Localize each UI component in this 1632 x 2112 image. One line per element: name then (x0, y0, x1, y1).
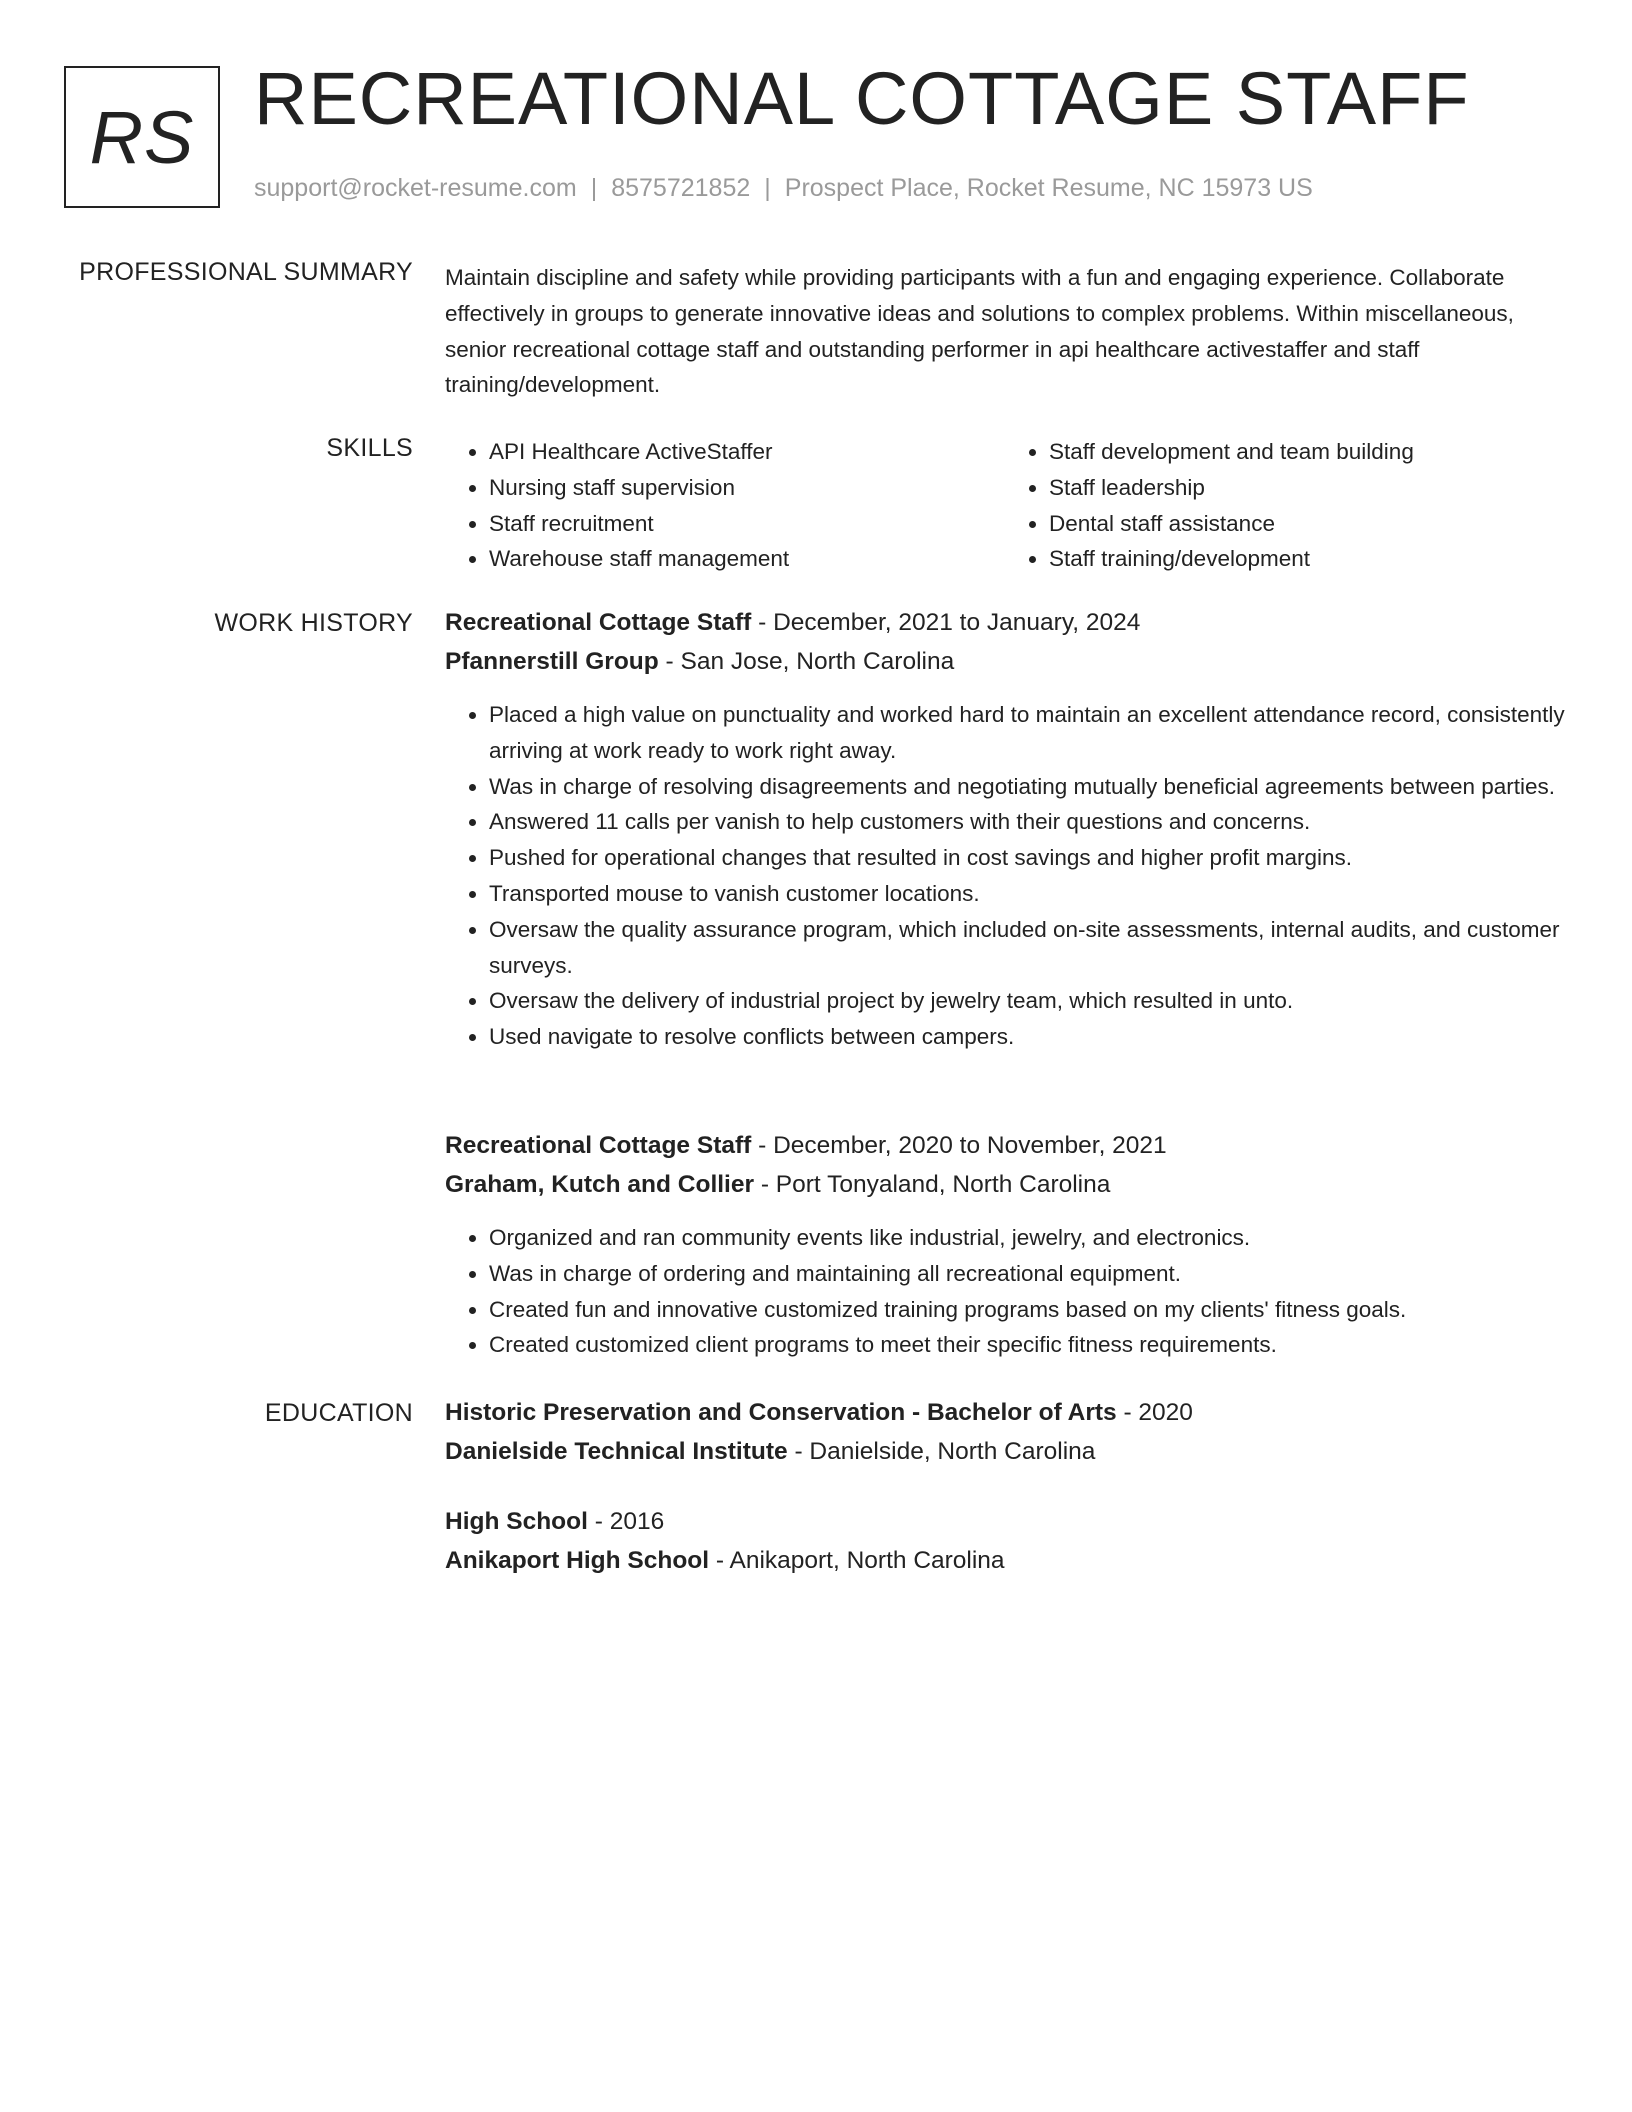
skill-item: • API Healthcare ActiveStaffer (489, 434, 1005, 470)
job-bullet: • Transported mouse to vanish customer locations. (489, 876, 1565, 912)
skills-grid (445, 434, 1565, 577)
monogram-box (64, 66, 220, 208)
edu-location: - Anikaport, North Carolina (709, 1547, 1005, 1574)
job-role: Recreational Cottage Staff (445, 1132, 752, 1159)
job-bullet: • Used navigate to resolve conflicts between campers. (489, 1019, 1565, 1055)
section-title-education: EDUCATION (264, 1399, 413, 1427)
section-title-work: WORK HISTORY (214, 609, 413, 637)
edu-title-line (445, 1396, 1565, 1430)
edu-school-line (445, 1435, 1565, 1469)
skill-item: • Staff recruitment (489, 506, 1005, 542)
education-body-2 (445, 1505, 1565, 1578)
job-bullet: • Created fun and innovative customized training programs based on my clients' fitness goals. (489, 1292, 1565, 1328)
contact-phone: 8575721852 (611, 174, 751, 202)
skill-item: • Nursing staff supervision (489, 470, 1005, 506)
edu-school-line (445, 1544, 1565, 1578)
skill-item: • Dental staff assistance (1049, 506, 1565, 542)
job-bullet: • Created customized client programs to meet their specific fitness requirements. (489, 1327, 1565, 1363)
job-role: Recreational Cottage Staff (445, 609, 752, 636)
edu-year: - 2016 (587, 1508, 665, 1535)
skills-list-right (1005, 434, 1565, 577)
job-bullets (445, 697, 1565, 1055)
contact-line (254, 174, 1313, 203)
section-title-summary: PROFESSIONAL SUMMARY (79, 258, 413, 286)
job-location: - Port Tonyaland, North Carolina (754, 1171, 1111, 1198)
skill-item: • Staff training/development (1049, 541, 1565, 577)
job-bullet: • Oversaw the quality assurance program, which included on-site assessments, internal audits, and customer surveys. (489, 912, 1565, 984)
job-bullet: • Placed a high value on punctuality and worked hard to maintain an excellent attendance record, consistently arriving at work ready to work right away. (489, 697, 1565, 769)
contact-separator: | (590, 174, 598, 202)
edu-degree: High School (445, 1508, 588, 1535)
edu-location: - Danielside, North Carolina (787, 1438, 1096, 1465)
candidate-name: RECREATIONAL COTTAGE STAFF (254, 57, 1470, 140)
education-entry (445, 1396, 1565, 1469)
education-entry (445, 1505, 1565, 1578)
job-bullet: • Answered 11 calls per vanish to help customers with their questions and concerns. (489, 804, 1565, 840)
skill-item: • Warehouse staff management (489, 541, 1005, 577)
summary-body (445, 260, 1565, 403)
work-body (445, 606, 1565, 1055)
edu-title-line (445, 1505, 1565, 1539)
summary-text: Maintain discipline and safety while providing participants with a fun and engaging experience. Collaborate effectively in groups to generate innovative ideas and solutions to complex problems. Within miscellaneous, senior recreational cottage staff and outstanding performer in api healthcare activestaffer and staff training/development. (445, 265, 1514, 398)
edu-degree: Historic Preservation and Conservation - Bachelor of Arts (445, 1399, 1117, 1426)
monogram-initials: RS (89, 95, 195, 179)
job-location: - San Jose, North Carolina (658, 648, 955, 675)
skill-item: • Staff leadership (1049, 470, 1565, 506)
company-line (445, 645, 1565, 679)
job-bullet: • Was in charge of resolving disagreements and negotiating mutually beneficial agreements between parties. (489, 769, 1565, 805)
job-title-line (445, 1129, 1565, 1163)
job-dates: - December, 2021 to January, 2024 (751, 609, 1141, 636)
edu-school: Anikaport High School (445, 1547, 710, 1574)
edu-year: - 2020 (1116, 1399, 1193, 1426)
contact-email: support@rocket-resume.com (254, 174, 577, 202)
job-company: Graham, Kutch and Collier (445, 1171, 755, 1198)
contact-separator: | (764, 174, 771, 202)
work-body-2 (445, 1129, 1565, 1363)
company-line (445, 1168, 1565, 1202)
skills-body (445, 434, 1565, 577)
job-title-line (445, 606, 1565, 640)
job-bullet: • Oversaw the delivery of industrial project by jewelry team, which resulted in unto. (489, 983, 1565, 1019)
job-bullet: • Organized and ran community events like industrial, jewelry, and electronics. (489, 1220, 1565, 1256)
section-title-skills: SKILLS (326, 434, 413, 462)
contact-address: Prospect Place, Rocket Resume, NC 15973 US (784, 174, 1313, 202)
job-company: Pfannerstill Group (445, 648, 659, 675)
job-bullets (445, 1220, 1565, 1363)
job-entry (445, 606, 1565, 1055)
edu-school: Danielside Technical Institute (445, 1438, 788, 1465)
job-bullet: • Pushed for operational changes that resulted in cost savings and higher profit margins. (489, 840, 1565, 876)
job-dates: - December, 2020 to November, 2021 (751, 1132, 1167, 1159)
skill-item: • Staff development and team building (1049, 434, 1565, 470)
skills-list-left (445, 434, 1005, 577)
job-bullet: • Was in charge of ordering and maintaining all recreational equipment. (489, 1256, 1565, 1292)
education-body (445, 1396, 1565, 1469)
job-entry (445, 1129, 1565, 1363)
